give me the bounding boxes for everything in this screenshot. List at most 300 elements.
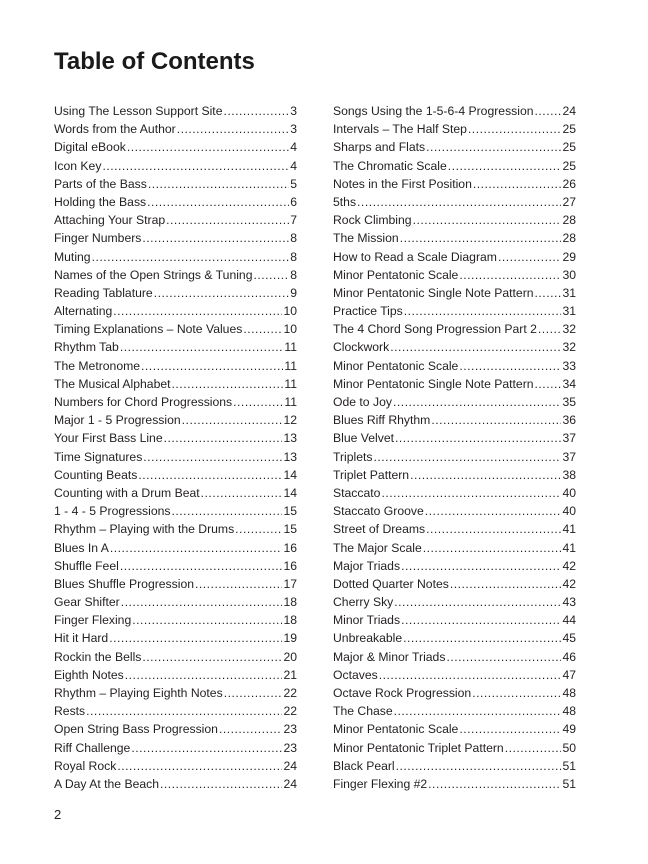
dot-leader (357, 195, 561, 209)
toc-entry-title: Triplet Pattern (333, 467, 410, 482)
toc-entry (54, 104, 297, 122)
toc-entry-page: 24 (562, 104, 576, 118)
toc-entry-title: The Metronome (54, 358, 141, 373)
dot-leader (164, 431, 283, 445)
dot-leader (505, 741, 562, 755)
dot-leader (92, 250, 290, 264)
toc-entry-title: The 4 Chord Song Progression Part 2 (333, 322, 537, 337)
dot-leader (404, 304, 562, 318)
toc-entry-page: 9 (290, 285, 297, 300)
toc-entry-title: Royal Rock (54, 758, 117, 773)
toc-entry (333, 340, 576, 358)
dot-leader (401, 559, 561, 573)
dot-leader (121, 595, 283, 609)
toc-entry (54, 395, 297, 413)
toc-entry-page: 51 (562, 776, 576, 791)
dot-leader (172, 377, 284, 391)
dot-leader (177, 122, 290, 136)
toc-entry-page: 38 (562, 467, 576, 482)
toc-entry (333, 122, 576, 140)
toc-entry-title: Octaves (333, 667, 378, 682)
toc-entry (54, 177, 297, 195)
toc-entry-title: Major 1 - 5 Progression (54, 413, 181, 428)
toc-entry (333, 595, 576, 613)
toc-entry-page: 14 (283, 485, 297, 500)
toc-entry-title: Using The Lesson Support Site (54, 104, 223, 118)
toc-entry-title: Minor Pentatonic Triplet Pattern (333, 740, 504, 755)
toc-entry (333, 704, 576, 722)
toc-entry-title: Rockin the Bells (54, 649, 142, 664)
toc-entry-page: 25 (562, 122, 576, 137)
toc-entry (54, 668, 297, 686)
dot-leader (450, 577, 562, 591)
toc-entry-title: How to Read a Scale Diagram (333, 249, 497, 264)
dot-leader (401, 613, 561, 627)
toc-entry-title: Rhythm – Playing Eighth Notes (54, 686, 223, 700)
toc-entry-title: Finger Flexing (54, 613, 132, 628)
toc-entry (54, 759, 297, 777)
toc-entry (54, 650, 297, 668)
toc-entry-title: A Day At the Beach (54, 776, 160, 791)
toc-entry-page: 8 (290, 249, 297, 264)
toc-entry (54, 741, 297, 759)
toc-entry-title: Minor Pentatonic Scale (333, 358, 459, 373)
toc-entry-page: 18 (283, 595, 297, 610)
toc-entry (333, 395, 576, 413)
toc-entry (333, 359, 576, 377)
toc-entry (333, 686, 576, 704)
dot-leader (102, 159, 289, 173)
toc-entry-title: Alternating (54, 304, 113, 319)
toc-entry (333, 195, 576, 213)
dot-leader (459, 722, 561, 736)
toc-entry-page: 42 (562, 558, 576, 573)
toc-entry-page: 32 (562, 340, 576, 355)
toc-entry-page: 10 (283, 304, 297, 319)
toc-entry (333, 613, 576, 631)
dot-leader (379, 668, 562, 682)
toc-entry-title: Minor Pentatonic Single Note Pattern (333, 285, 534, 300)
toc-entry (333, 431, 576, 449)
toc-entry-title: Riff Challenge (54, 740, 131, 755)
toc-entry (54, 577, 297, 595)
dot-leader (413, 213, 562, 227)
dot-leader (254, 268, 290, 282)
toc-entry-page: 8 (290, 267, 297, 282)
toc-entry-page: 11 (284, 340, 297, 355)
dot-leader (403, 631, 561, 645)
toc-entry (333, 104, 576, 122)
toc-entry-page: 15 (283, 504, 297, 519)
dot-leader (381, 486, 561, 500)
toc-entry-title: Blues In A (54, 540, 109, 555)
toc-entry-title: Triplets (333, 449, 373, 464)
toc-entry-page: 19 (283, 631, 297, 646)
toc-entry (333, 450, 576, 468)
toc-entry-title: Holding the Bass (54, 194, 147, 209)
dot-leader (498, 250, 562, 264)
toc-entry (54, 304, 297, 322)
toc-entry-page: 46 (562, 649, 576, 664)
toc-entry-title: Sharps and Flats (333, 140, 426, 155)
toc-entry-page: 4 (290, 158, 297, 173)
dot-leader (223, 104, 289, 118)
toc-left-column (54, 104, 297, 795)
dot-leader (142, 231, 289, 245)
dot-leader (125, 668, 283, 682)
toc-entry (333, 668, 576, 686)
toc-entry (333, 304, 576, 322)
dot-leader (428, 777, 561, 791)
toc-entry-page: 27 (562, 194, 576, 209)
toc-entry (54, 377, 297, 395)
toc-entry-page: 32 (562, 322, 576, 337)
toc-entry-title: 1 - 4 - 5 Progressions (54, 504, 171, 519)
toc-entry-title: Notes in the First Position (333, 176, 472, 191)
toc-entry-title: Hit it Hard (54, 631, 109, 646)
dot-leader (390, 340, 561, 354)
toc-entry (333, 413, 576, 431)
dot-leader (535, 104, 562, 118)
dot-leader (141, 359, 283, 373)
toc-entry-page: 22 (283, 704, 297, 719)
dot-leader (400, 231, 562, 245)
toc-entry-page: 37 (562, 449, 576, 464)
toc-entry-title: Eighth Notes (54, 667, 124, 682)
toc-entry-page: 34 (562, 376, 576, 391)
dot-leader (426, 522, 561, 536)
toc-entry-title: Octave Rock Progression (333, 686, 472, 700)
toc-entry (54, 450, 297, 468)
toc-entry (54, 286, 297, 304)
toc-entry-page: 28 (562, 231, 576, 246)
toc-entry (54, 431, 297, 449)
toc-entry-title: Finger Flexing #2 (333, 776, 428, 791)
toc-entry-page: 40 (562, 485, 576, 500)
dot-leader (154, 286, 290, 300)
toc-entry (54, 541, 297, 559)
toc-entry-page: 7 (290, 213, 297, 228)
toc-entry-title: Dotted Quarter Notes (333, 576, 449, 591)
toc-entry (333, 631, 576, 649)
toc-entry-title: Muting (54, 249, 91, 264)
toc-entry-page: 3 (290, 122, 297, 137)
toc-entry-title: Staccato Groove (333, 504, 424, 519)
toc-entry-title: Rock Climbing (333, 213, 412, 228)
toc-entry-page: 49 (562, 722, 576, 737)
toc-entry-title: Reading Tablature (54, 285, 153, 300)
dot-leader (243, 322, 282, 336)
dot-leader (394, 595, 561, 609)
toc-entry (54, 686, 297, 704)
toc-entry-title: Digital eBook (54, 140, 126, 155)
toc-entry-page: 11 (284, 358, 297, 373)
dot-leader (535, 286, 562, 300)
toc-entry-title: Counting Beats (54, 467, 138, 482)
dot-leader (160, 777, 282, 791)
toc-entry (333, 268, 576, 286)
dot-leader (172, 504, 283, 518)
toc-entry (333, 522, 576, 540)
toc-entry-page: 48 (562, 686, 576, 700)
dot-leader (425, 504, 562, 518)
toc-entry (333, 559, 576, 577)
dot-leader (219, 722, 283, 736)
toc-entry-page: 8 (290, 231, 297, 246)
toc-entry (54, 159, 297, 177)
toc-entry-page: 16 (283, 540, 297, 555)
toc-entry-title: Attaching Your Strap (54, 213, 166, 228)
dot-leader (86, 704, 282, 718)
toc-entry (54, 231, 297, 249)
toc-entry (333, 159, 576, 177)
toc-entry-title: Street of Dreams (333, 522, 426, 537)
toc-entry-page: 23 (283, 740, 297, 755)
dot-leader (117, 759, 282, 773)
toc-entry-page: 22 (283, 686, 297, 700)
toc-entry-title: Cherry Sky (333, 595, 394, 610)
toc-entry-page: 41 (562, 522, 576, 537)
dot-leader (147, 195, 289, 209)
toc-entry (54, 722, 297, 740)
toc-entry-page: 48 (562, 704, 576, 719)
page-title: Table of Contents (54, 48, 255, 75)
toc-entry (54, 486, 297, 504)
toc-entry-page: 40 (562, 504, 576, 519)
toc-entry (54, 195, 297, 213)
toc-entry (333, 377, 576, 395)
toc-entry (333, 541, 576, 559)
dot-leader (195, 577, 282, 591)
toc-entry (54, 140, 297, 158)
toc-entry-title: Parts of the Bass (54, 176, 147, 191)
toc-entry-title: The Major Scale (333, 540, 422, 555)
toc-entry-title: Icon Key (54, 158, 102, 173)
toc-entry-page: 20 (283, 649, 297, 664)
toc-entry (54, 340, 297, 358)
toc-entry (54, 122, 297, 140)
dot-leader (120, 340, 284, 354)
dot-leader (535, 377, 562, 391)
dot-leader (127, 140, 289, 154)
toc-entry-page: 25 (562, 140, 576, 155)
dot-leader (395, 431, 561, 445)
toc-entry (54, 704, 297, 722)
toc-entry-page: 26 (562, 176, 576, 191)
toc-entry (333, 577, 576, 595)
dot-leader (431, 413, 561, 427)
toc-entry-title: Minor Triads (333, 613, 401, 628)
toc-entry-title: Unbreakable (333, 631, 403, 646)
toc-right-column (333, 104, 576, 795)
toc-entry-page: 25 (562, 158, 576, 173)
toc-entry (333, 722, 576, 740)
dot-leader (131, 741, 282, 755)
toc-entry (333, 286, 576, 304)
toc-entry-title: Time Signatures (54, 449, 143, 464)
toc-entry-title: Black Pearl (333, 758, 395, 773)
toc-entry-title: Intervals – The Half Step (333, 122, 467, 137)
toc-entry-title: Rests (54, 704, 86, 719)
dot-leader (468, 122, 562, 136)
toc-entry (333, 322, 576, 340)
toc-entry-title: Names of the Open Strings & Tuning (54, 267, 253, 282)
toc-entry (54, 468, 297, 486)
toc-entry-title: Minor Pentatonic Single Note Pattern (333, 376, 534, 391)
toc-entry-page: 17 (283, 576, 297, 591)
toc-entry-title: The Musical Alphabet (54, 376, 171, 391)
toc-entry-title: Open String Bass Progression (54, 722, 218, 737)
dot-leader (448, 159, 562, 173)
dot-leader (110, 541, 283, 555)
toc-entry (333, 140, 576, 158)
toc-entry-page: 51 (562, 758, 576, 773)
toc-entry-title: Minor Pentatonic Scale (333, 722, 459, 737)
toc-entry-page: 21 (283, 667, 297, 682)
toc-entry-page: 44 (562, 613, 576, 628)
toc-entry-page: 29 (562, 249, 576, 264)
toc-entry (54, 522, 297, 540)
toc-entry-title: Blues Riff Rhythm (333, 413, 431, 428)
toc-entry (54, 359, 297, 377)
dot-leader (459, 359, 561, 373)
page-number: 2 (54, 807, 62, 822)
toc-entry-page: 37 (562, 431, 576, 446)
dot-leader (113, 304, 282, 318)
toc-entry-page: 14 (283, 467, 297, 482)
toc-entry-page: 23 (283, 722, 297, 737)
toc-entry-page: 31 (562, 285, 576, 300)
dot-leader (132, 613, 282, 627)
toc-entry-page: 28 (562, 213, 576, 228)
dot-leader (393, 395, 561, 409)
toc-entry-page: 35 (562, 395, 576, 409)
toc-entry-page: 24 (283, 776, 297, 791)
dot-leader (182, 413, 283, 427)
toc-entry-page: 30 (562, 267, 576, 282)
toc-entry (333, 759, 576, 777)
toc-entry-title: Words from the Author (54, 122, 176, 137)
toc-entry (333, 231, 576, 249)
toc-entry (333, 468, 576, 486)
dot-leader (201, 486, 283, 500)
toc-entry (54, 777, 297, 795)
toc-entry (54, 413, 297, 431)
toc-entry (54, 595, 297, 613)
toc-entry (54, 504, 297, 522)
dot-leader (426, 140, 561, 154)
dot-leader (109, 631, 282, 645)
dot-leader (396, 759, 562, 773)
toc-entry (54, 250, 297, 268)
toc-entry-page: 42 (562, 576, 576, 591)
toc-entry (54, 213, 297, 231)
toc-entry-title: Ode to Joy (333, 395, 392, 409)
toc-entry-page: 13 (283, 449, 297, 464)
toc-entry-title: 5ths (333, 194, 357, 209)
dot-leader (138, 468, 282, 482)
toc-entry-title: Timing Explanations – Note Values (54, 322, 243, 337)
dot-leader (224, 686, 283, 700)
toc-entry (333, 177, 576, 195)
dot-leader (148, 177, 289, 191)
toc-entry (333, 777, 576, 795)
toc-entry-page: 3 (290, 104, 297, 118)
toc-entry (54, 322, 297, 340)
toc-entry-title: Major Triads (333, 558, 401, 573)
toc-entry-title: Clockwork (333, 340, 390, 355)
toc-entry (54, 559, 297, 577)
toc-entry (333, 650, 576, 668)
dot-leader (120, 559, 283, 573)
toc-entry-title: Staccato (333, 485, 381, 500)
toc-entry-title: Gear Shifter (54, 595, 120, 610)
toc-entry-page: 43 (562, 595, 576, 610)
toc-entry-title: Minor Pentatonic Scale (333, 267, 459, 282)
toc-entry-page: 41 (562, 540, 576, 555)
toc-entry-page: 11 (284, 395, 297, 409)
toc-entry-title: Counting with a Drum Beat (54, 485, 200, 500)
toc-entry-page: 50 (562, 740, 576, 755)
toc-entry-page: 47 (562, 667, 576, 682)
dot-leader (235, 522, 282, 536)
toc-entry-page: 5 (290, 176, 297, 191)
toc-entry-title: Shuffle Feel (54, 558, 119, 573)
toc-entry-page: 13 (283, 431, 297, 446)
toc-entry-page: 15 (283, 522, 297, 537)
dot-leader (143, 450, 282, 464)
dot-leader (166, 213, 289, 227)
toc-entry-page: 24 (283, 758, 297, 773)
toc-entry-title: The Chromatic Scale (333, 158, 447, 173)
toc-entry-page: 36 (562, 413, 576, 428)
dot-leader (142, 650, 282, 664)
toc-entry-page: 10 (283, 322, 297, 337)
toc-entry (54, 268, 297, 286)
toc-entry-title: Numbers for Chord Progressions (54, 395, 233, 409)
toc-entry (333, 250, 576, 268)
toc-entry-title: Rhythm Tab (54, 340, 119, 355)
toc-entry-title: Blues Shuffle Progression (54, 576, 195, 591)
toc-entry-page: 11 (284, 376, 297, 391)
dot-leader (374, 450, 562, 464)
toc-entry-title: Rhythm – Playing with the Drums (54, 522, 235, 537)
toc-entry-page: 4 (290, 140, 297, 155)
toc-entry-page: 12 (283, 413, 297, 428)
toc-entry-title: The Mission (333, 231, 399, 246)
dot-leader (538, 322, 562, 336)
toc-entry-page: 33 (562, 358, 576, 373)
toc-entry-title: Major & Minor Triads (333, 649, 446, 664)
toc-entry (333, 741, 576, 759)
dot-leader (446, 650, 561, 664)
dot-leader (423, 541, 562, 555)
toc-entry (333, 504, 576, 522)
toc-entry (54, 613, 297, 631)
dot-leader (394, 704, 562, 718)
dot-leader (473, 177, 562, 191)
toc-entry (333, 486, 576, 504)
toc-entry-page: 16 (283, 558, 297, 573)
toc-entry-page: 45 (562, 631, 576, 646)
toc-entry-title: Practice Tips (333, 304, 403, 319)
toc-entry-page: 18 (283, 613, 297, 628)
toc-entry (54, 631, 297, 649)
toc-entry-title: Blue Velvet (333, 431, 394, 446)
dot-leader (472, 686, 561, 700)
toc-entry-page: 6 (290, 194, 297, 209)
dot-leader (459, 268, 561, 282)
